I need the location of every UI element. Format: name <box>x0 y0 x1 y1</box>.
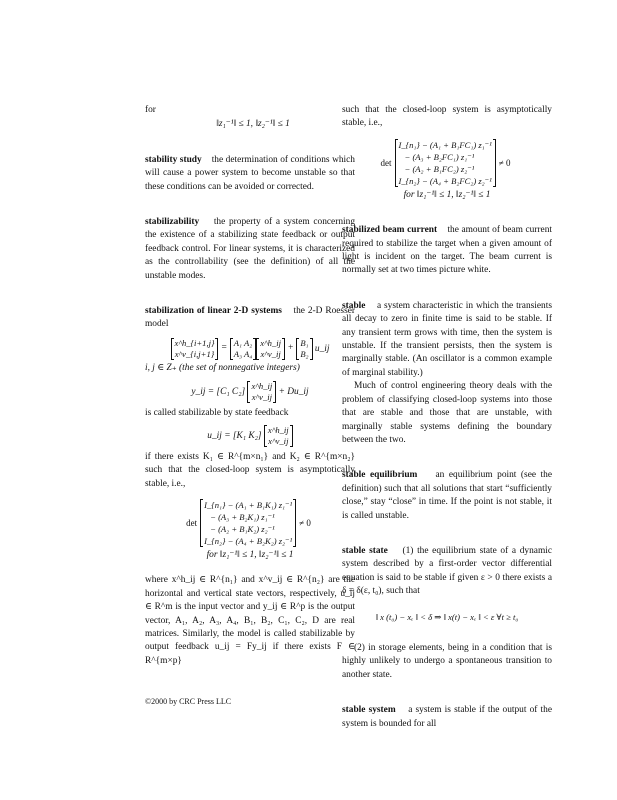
continuation-text: such that the closed-loop system is asymptotically stable, i.e., <box>342 105 552 129</box>
state-feedback-text: is called stabilizable by state feedback <box>145 408 289 419</box>
if-exists-text: if there exists K₁ ∈ R^{m×n₁} and K₂ ∈ R^{m×n₂} such that the closed-loop system is asymptotically stable, i.e., <box>145 451 355 489</box>
stable-paragraph-2: Much of control engineering theory deals with the problem of classifying closed-loop systems into those that are stable and those that are unstable, with marginally stable systems defining the boundary between the two. <box>342 381 552 445</box>
intro-condition: ‖z₁⁻¹‖ ≤ 1, ‖z₂⁻¹‖ ≤ 1 <box>216 119 290 130</box>
entry-stable-equilibrium <box>342 469 552 523</box>
left-column <box>145 104 355 668</box>
term-stability-study: stability study <box>145 154 202 165</box>
output-feedback-determinant: det I_{n₁} − (A₁ + B₁FC₁) z₁⁻¹ − (A₃ + B₂FC₁) z₁⁻¹ − (A₂ + B₁FC₂) z₂⁻¹ I_{n₂} − (A₄ + B₂FC₂) z₂⁻¹ ≠ 0 <box>380 139 511 186</box>
term-stable-equilibrium: stable equilibrium <box>342 470 418 481</box>
output-determinant-condition: for ‖z₁⁻¹‖ ≤ 1, ‖z₂⁻¹‖ ≤ 1 <box>403 189 491 200</box>
output-determinant-matrix: I_{n₁} − (A₁ + B₁FC₁) z₁⁻¹ − (A₃ + B₂FC₁) z₁⁻¹ − (A₂ + B₁FC₂) z₂⁻¹ I_{n₂} − (A₄ + B₂FC₂) z₂⁻¹ <box>395 139 496 187</box>
determinant-condition: for ‖z₁⁻¹‖ ≤ 1, ‖z₂⁻¹‖ ≤ 1 <box>206 549 294 560</box>
b-matrix: B₁ B₂ <box>296 338 312 360</box>
intro-for: for <box>145 105 156 115</box>
determinant-matrix: I_{n₁} − (A₁ + B₁K₁) z₁⁻¹ − (A₃ + B₂K₁) z₁⁻¹ − (A₂ + B₁K₂) z₂⁻¹ I_{n₂} − (A₄ + B₂K₂) z₂⁻¹ <box>200 499 296 547</box>
def-stable: a system characteristic in which the transients all decay to zero in finite time is said to be stable. If any transient term grows with time, then the system is unstable. If the transient persists, then the system is marginally stable. (An oscillator is a common example of marginal stability.) <box>342 300 553 378</box>
def-stable-equilibrium: an equilibrium point (see the definition) such that all solutions that start “sufficiently close,” stay “close” in time. If the point is not stable, it is called unstable. <box>342 470 552 521</box>
term-stabilization: stabilization of linear 2-D systems <box>145 306 282 317</box>
state-next-vector: x^h_{i+1,j} x^v_{i,j+1} <box>171 338 219 360</box>
feedback-state-vector: x^h_ij x^v_ij <box>264 425 293 447</box>
def-stabilized-beam: the amount of beam current required to stabilize the target when a given amount of light is incident on the target. The beam current is normally set at two times picture white. <box>342 225 553 276</box>
entry-stable-system <box>342 704 552 731</box>
entry-stabilization <box>145 305 355 332</box>
stable-state-def-2: (2) in storage elements, being in a condition that is highly unlikely to undergo a spontaneous transition to another state. <box>342 642 552 680</box>
state-vector: x^h_ij x^v_ij <box>256 338 285 360</box>
index-condition: i, j ∈ Z₊ (the set of nonnegative integers) <box>145 362 300 373</box>
entry-stability-study <box>145 154 355 194</box>
term-stable-system: stable system <box>342 705 396 716</box>
def-stable-system: a system is stable if the output of the system is bounded for all <box>342 705 553 729</box>
def-stabilization: the 2-D Roesser model <box>145 306 356 330</box>
entry-stabilized-beam <box>342 224 552 278</box>
term-stable-state: stable state <box>342 545 388 556</box>
def-stabilizability: the property of a system concerning the existence of a stabilizing state feedback or output feedback control. For linear systems, it is characterized as the controllability (see the definition) of all the unstable modes. <box>145 217 356 281</box>
closed-loop-determinant: det I_{n₁} − (A₁ + B₁K₁) z₁⁻¹ − (A₃ + B₂K₁) z₁⁻¹ − (A₂ + B₁K₂) z₂⁻¹ I_{n₂} − (A₄ + B₂K₂) z₂⁻¹ ≠ 0 <box>186 499 311 546</box>
term-stable: stable <box>342 300 366 311</box>
term-stabilizability: stabilizability <box>145 217 200 228</box>
output-equation: y_ij = [C₁ C₂] x^h_ij x^v_ij + Du_ij <box>191 381 309 403</box>
right-column <box>342 104 552 731</box>
where-text: where x^h_ij ∈ R^{n₁} and x^v_ij ∈ R^{n₂} are the horizontal and vertical state vectors, respectively, u_ij ∈ R^m is the input vector and y_ij ∈ R^p is the output vector, A₁, A₂, A₃, A₄, B₁, B₂, C₁, C₂, D are real matrices. Similarly, the model is called stabilizable by output feedback u_ij = Fy_ij if there exists F ∈ R^{m×p} <box>145 575 355 666</box>
copyright-footer: ©2000 by CRC Press LLC <box>145 697 232 706</box>
entry-stable-state <box>342 545 552 599</box>
term-stabilized-beam: stabilized beam current <box>342 225 438 236</box>
def-stability-study: the determination of conditions which will cause a power system to become unstable so that these conditions can be avoided or corrected. <box>145 154 355 192</box>
output-state-vector: x^h_ij x^v_ij <box>247 381 276 403</box>
a-matrix: A₁ A₂ A₃ A₄ <box>230 338 256 360</box>
stability-inequality: ‖ x (t₀) − xₑ ‖ < δ ⇒ ‖ x(t) − xₑ ‖ < ε ∀t ≥ t₀ <box>375 611 519 622</box>
entry-stable <box>342 300 552 380</box>
input-term: u_ij <box>314 344 330 355</box>
roesser-equation: x^h_{i+1,j} x^v_{i,j+1} = A₁ A₂ A₃ A₄ x^h_ij x^v_ij + B₁ B₂ u_ij <box>145 338 355 360</box>
def-stable-state: (1) the equilibrium state of a dynamic system described by a first-order vector differential equation is said to be stable if given ε > 0 there exists a δ = δ(ε, t₀), such that <box>342 545 552 597</box>
entry-stabilizability <box>145 216 355 283</box>
feedback-equation: u_ij = [K₁ K₂] x^h_ij x^v_ij <box>145 425 355 447</box>
